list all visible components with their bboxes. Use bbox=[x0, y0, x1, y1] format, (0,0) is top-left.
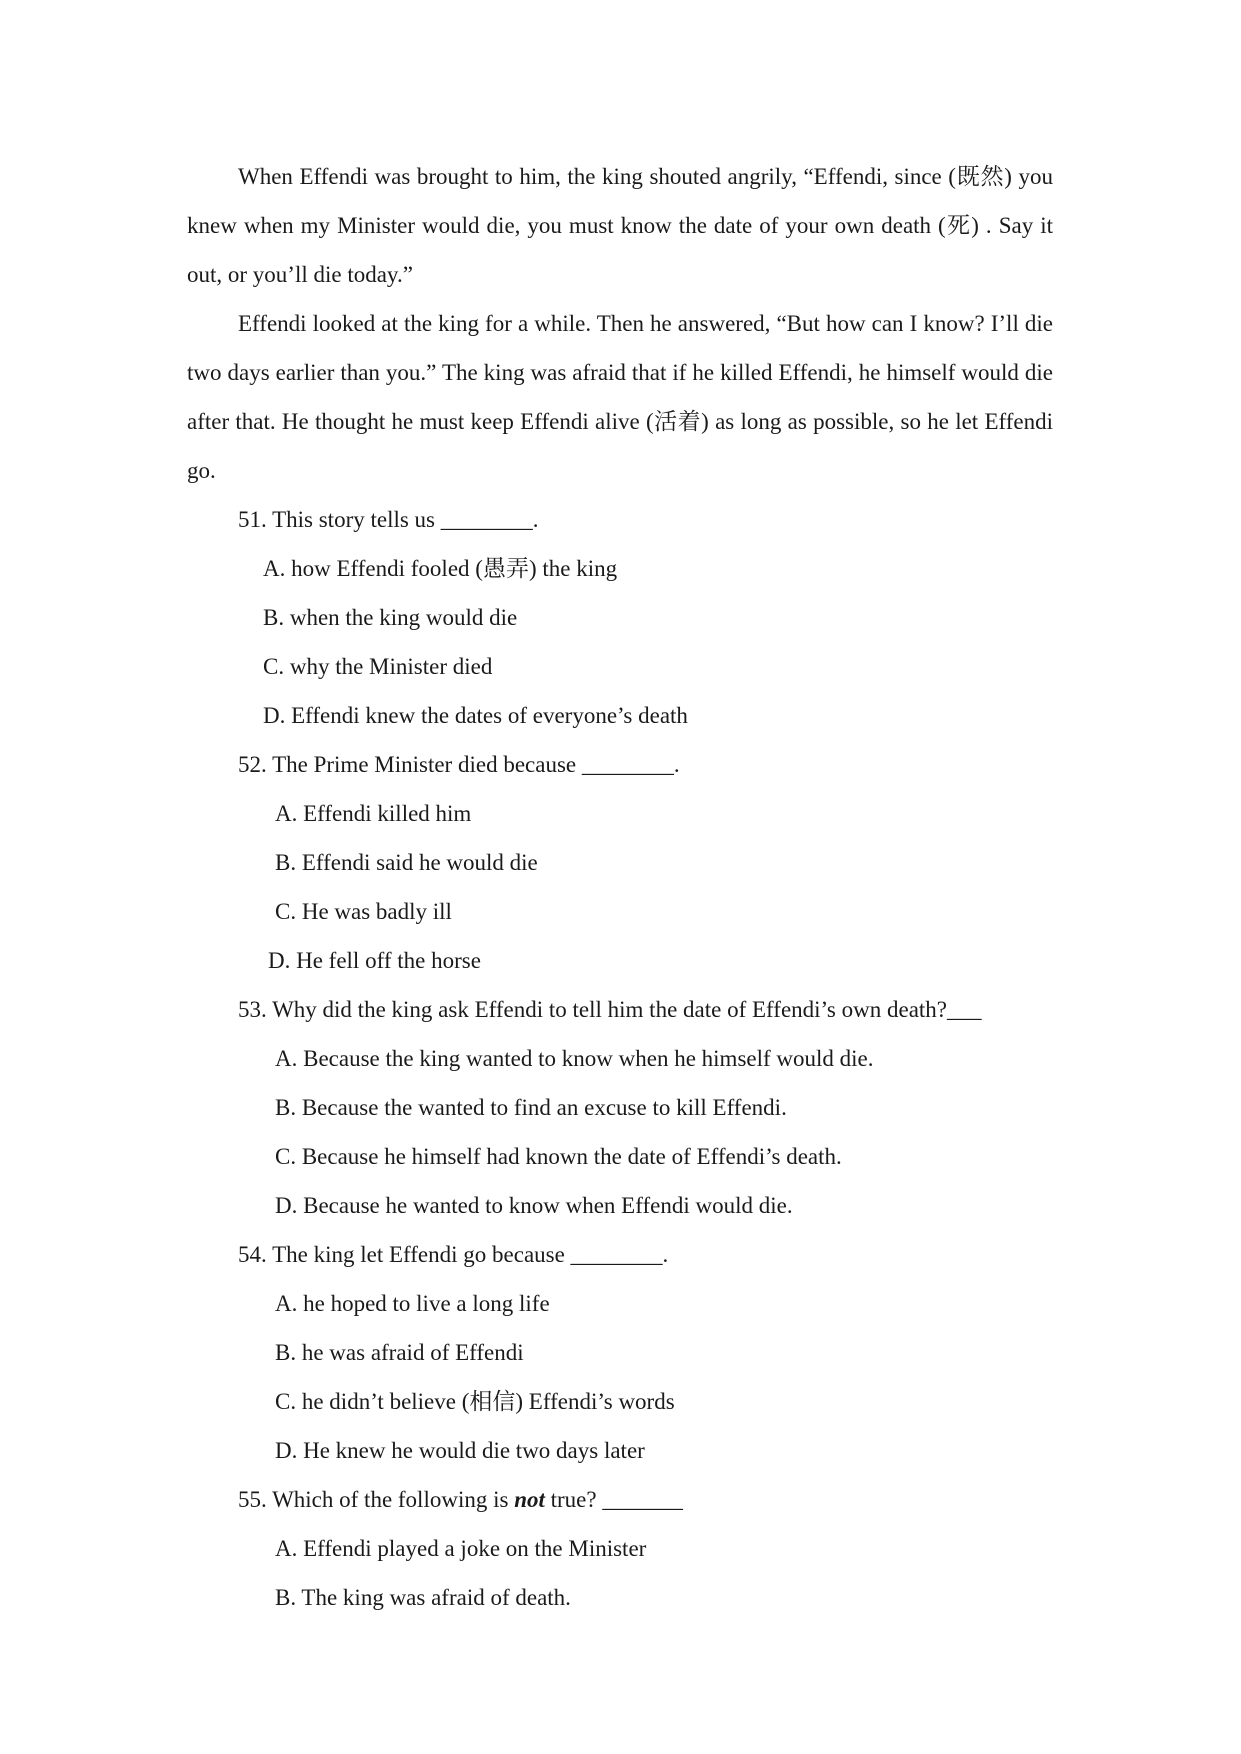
question-52-option-a: A. Effendi killed him bbox=[275, 801, 472, 826]
question-54-option-b: B. he was afraid of Effendi bbox=[275, 1340, 524, 1365]
question-51-option-c: C. why the Minister died bbox=[263, 654, 493, 679]
question-51-stem: 51. This story tells us ________. bbox=[238, 507, 539, 532]
question-52-option-b: B. Effendi said he would die bbox=[275, 850, 538, 875]
question-53-option-b: B. Because the wanted to find an excuse to kill Effendi. bbox=[275, 1095, 787, 1120]
question-53-option-d: D. Because he wanted to know when Effendi would die. bbox=[275, 1193, 793, 1218]
question-52-stem: 52. The Prime Minister died because ________. bbox=[238, 752, 680, 777]
question-55-stem bbox=[187, 1475, 1053, 1524]
question-51-option-b: B. when the king would die bbox=[263, 605, 518, 630]
question-55-option-b: B. The king was afraid of death. bbox=[275, 1585, 571, 1610]
document-page bbox=[187, 152, 1053, 1622]
passage-paragraph: When Effendi was brought to him, the king shouted angrily, “Effendi, since (既然) you knew when my Minister would die, you must know the date of your own death (死) . Say it out, or you’ll die today.” bbox=[187, 164, 1053, 287]
passage-paragraph: Effendi looked at the king for a while. Then he answered, “But how can I know? I’ll die two days earlier than you.” The king was afraid that if he killed Effendi, he himself would die after that. He thought he must keep Effendi alive (活着) as long as possible, so he let Effendi go. bbox=[187, 311, 1053, 483]
question-53-option-c: C. Because he himself had known the date of Effendi’s death. bbox=[275, 1144, 842, 1169]
question-54-stem: 54. The king let Effendi go because ________. bbox=[238, 1242, 669, 1267]
question-53-option-a: A. Because the king wanted to know when he himself would die. bbox=[275, 1046, 874, 1071]
question-55-stem-before: 55. Which of the following is bbox=[238, 1487, 515, 1512]
question-55-option-a: A. Effendi played a joke on the Minister bbox=[275, 1536, 647, 1561]
question-54-option-c: C. he didn’t believe (相信) Effendi’s words bbox=[275, 1389, 675, 1414]
question-51-option-a: A. how Effendi fooled (愚弄) the king bbox=[263, 556, 618, 581]
question-52-option-d: D. He fell off the horse bbox=[268, 948, 481, 973]
question-52-option-c: C. He was badly ill bbox=[275, 899, 452, 924]
question-54-option-a: A. he hoped to live a long life bbox=[275, 1291, 550, 1316]
question-54-option-d: D. He knew he would die two days later bbox=[275, 1438, 645, 1463]
question-53-stem: 53. Why did the king ask Effendi to tell him the date of Effendi’s own death?___ bbox=[238, 997, 982, 1022]
question-55-stem-emphasis: not bbox=[514, 1487, 545, 1512]
question-55-stem-after: true? _______ bbox=[544, 1487, 683, 1512]
question-51-option-d: D. Effendi knew the dates of everyone’s death bbox=[263, 703, 688, 728]
